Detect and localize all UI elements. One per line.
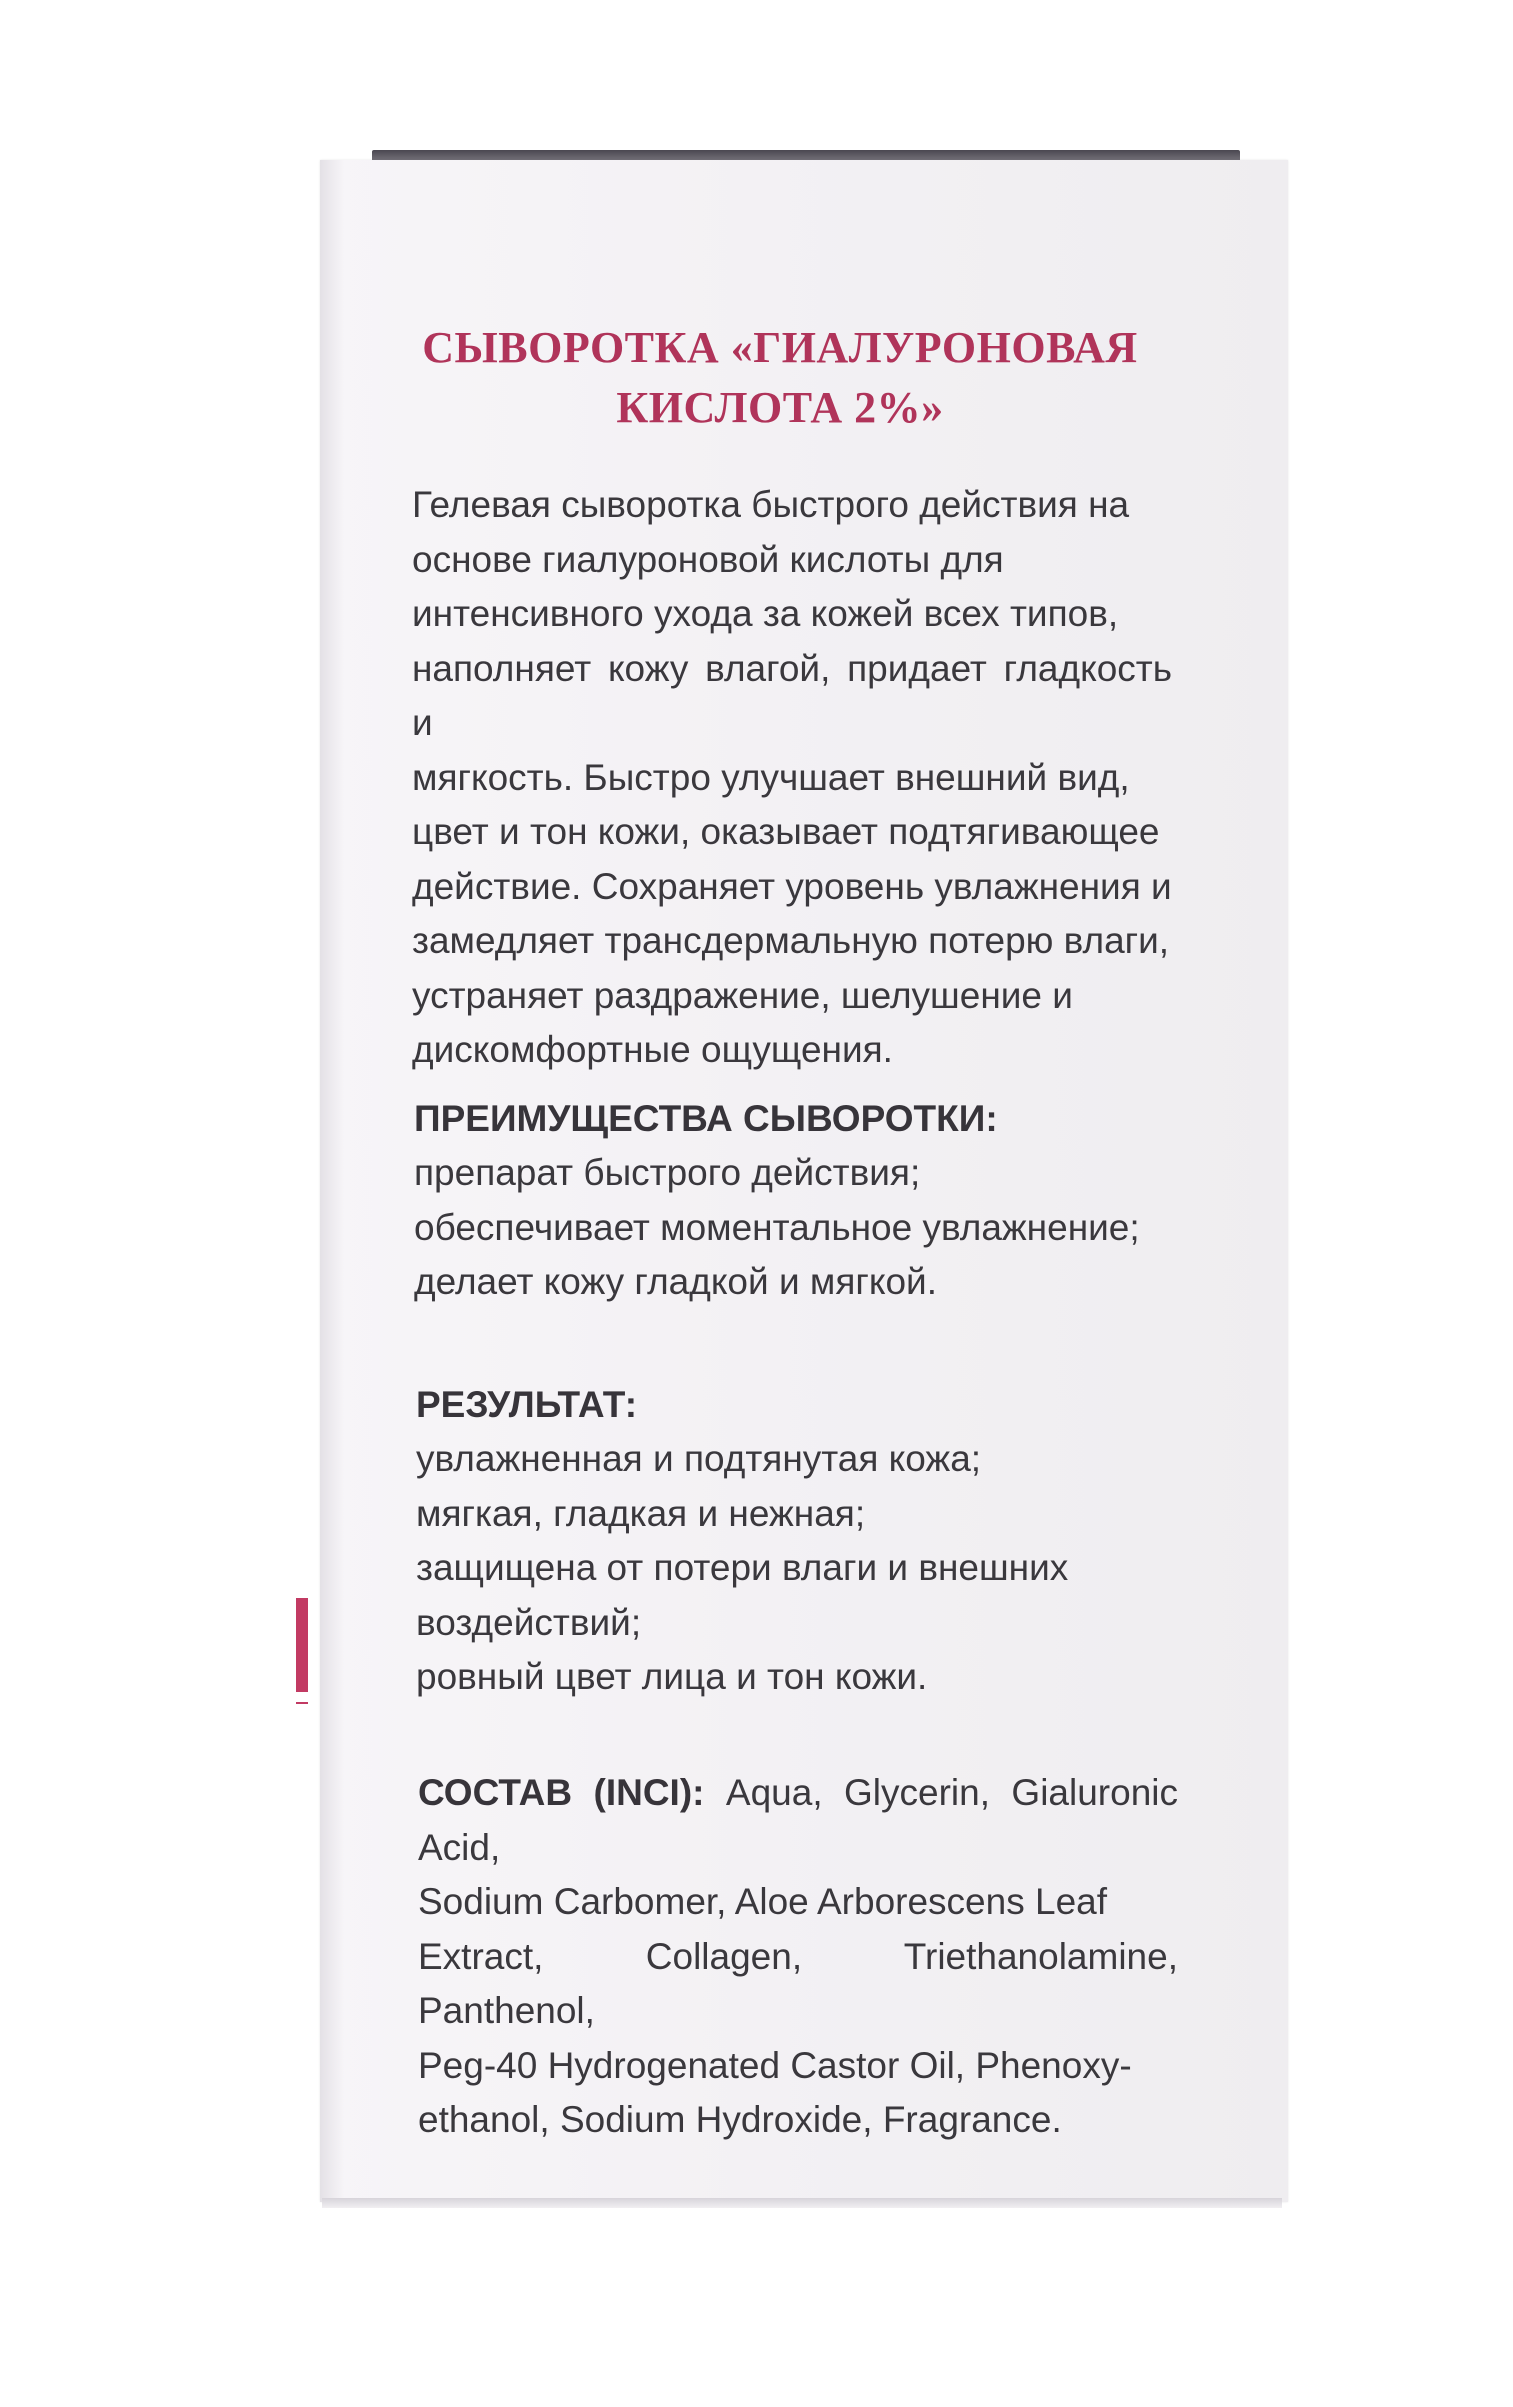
pink-side-mark	[296, 1598, 308, 1704]
product-description	[412, 478, 1172, 1078]
description-line: Гелевая сыворотка быстрого действия на	[412, 484, 1130, 525]
composition-line: Peg-40 Hydrogenated Castor Oil, Phenoxy-	[418, 2044, 1132, 2086]
benefit-item: делает кожу гладкой и мягкой.	[414, 1261, 938, 1302]
pink-side-mark-gap	[296, 1692, 308, 1702]
result-item: мягкая, гладкая и нежная;	[416, 1492, 866, 1534]
benefits-heading: ПРЕИМУЩЕСТВА СЫВОРОТКИ:	[414, 1098, 998, 1139]
composition-label: СОСТАВ (INCI):	[418, 1772, 705, 1813]
result-heading: РЕЗУЛЬТАТ:	[416, 1384, 638, 1425]
result-list	[416, 1432, 1176, 1705]
composition-line: ethanol, Sodium Hydroxide, Fragrance.	[418, 2099, 1062, 2140]
benefit-item: препарат быстрого действия;	[414, 1152, 921, 1193]
benefit-item: обеспечивает моментальное увлажнение;	[414, 1206, 1140, 1248]
description-line: основе гиалуроновой кислоты для	[412, 538, 1004, 580]
product-title-line-2: КИСЛОТА 2%»	[616, 383, 944, 432]
product-title	[400, 318, 1160, 438]
result-item: ровный цвет лица и тон кожи.	[416, 1656, 928, 1697]
description-line: цвет и тон кожи, оказывает подтягивающее	[412, 811, 1160, 852]
description-line: наполняет кожу влагой, придает гладкость и	[412, 647, 1172, 743]
description-line: устраняет раздражение, шелушение и	[412, 974, 1073, 1016]
description-line: интенсивного ухода за кожей всех типов,	[412, 593, 1119, 634]
composition-block	[418, 1766, 1178, 2148]
box-bottom-edge	[322, 2198, 1282, 2208]
result-item: увлажненная и подтянутая кожа;	[416, 1438, 982, 1479]
description-line: действие. Сохраняет уровень увлажнения и	[412, 865, 1172, 907]
result-item: воздействий;	[416, 1601, 642, 1643]
description-line: замедляет трансдермальную потерю влаги,	[412, 920, 1170, 961]
description-line: дискомфортные ощущения.	[412, 1029, 893, 1070]
composition-first-line	[418, 1766, 1178, 1875]
composition-line: Extract, Collagen, Triethanolamine, Panthenol,	[418, 1935, 1178, 2031]
result-item: защищена от потери влаги и внешних	[416, 1547, 1069, 1588]
composition-first-line-text: Aqua, Glycerin, Gialuronic Acid,	[418, 1772, 1178, 1868]
product-title-line-1: СЫВОРОТКА «ГИАЛУРОНОВАЯ	[422, 323, 1138, 372]
benefits-list	[414, 1146, 1174, 1310]
description-line: мягкость. Быстро улучшает внешний вид,	[412, 756, 1130, 798]
composition-line: Sodium Carbomer, Aloe Arborescens Leaf	[418, 1881, 1107, 1922]
box-left-shadow	[320, 160, 344, 2202]
